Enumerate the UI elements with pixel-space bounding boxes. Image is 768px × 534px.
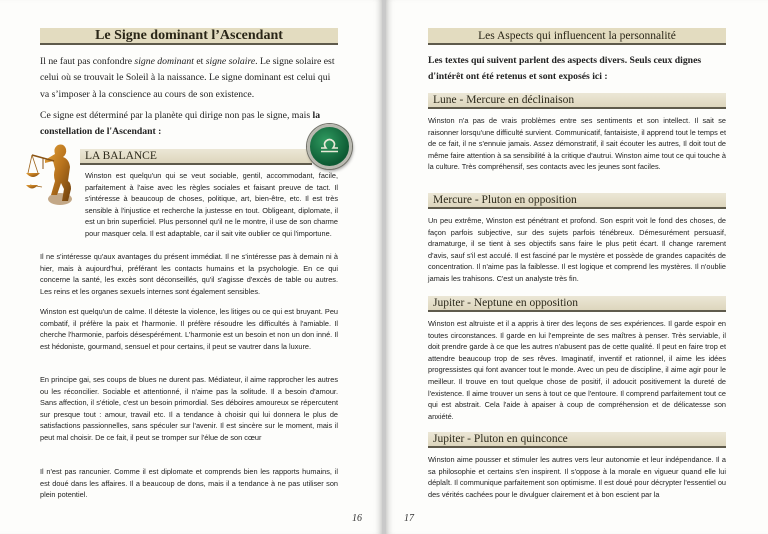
aspect-text-4: Winston aime pousser et stimuler les autres vers leur autonomie et leur indépendance. Il a sa philosophie et certains s'en inspirent. Il s'oppose à la morale en vigueur quand elle lui déplaît. Il communique parfaitement son optimisme. Il est doué pour décrypter l'essentiel ou des vérités cachées pour le divulguer clairement et à bon escient par la [428, 455, 726, 499]
aspect-heading-2: Mercure - Pluton en opposition [428, 193, 726, 209]
intro-paragraph-1 [40, 54, 340, 103]
intro-emphasis: la constellation de l'Ascendant : [40, 110, 321, 138]
aspect-text-3: Winston est altruiste et il a appris à tirer des leçons de ses expériences. Il garde espoir en toutes circonstances. Il garde en lui l'empreinte de ses maîtres à penser. Très serviable, il doit prendre garde à ce que les autres n'abusent pas de cette qualité. Il peut en faire trop et attendre beaucoup trop de ses rêves. Imaginatif, inventif et rationnel, il aime les idées progressistes qui font avancer tout le monde. Avec un peu de discipline, il aime agir pour le meilleur. Il trouve en tout quelque chose de positif, il adoucit positivement la dureté de l'existence. Il aime trouver un sens à tout ce que l'entoure. Il comprend parfaitement tout ce qui est abstrait. Cela l'aide à apaiser à coup de compréhension et de délicatesse son anxiété. [428, 319, 726, 421]
balance-paragraph-5: Il n'est pas rancunier. Comme il est diplomate et comprends bien les rapports humains, il est doué dans les affaires. Il a beaucoup de dons, mais il a tendance à ne pas utiliser son plein potentiel. [40, 467, 338, 500]
aspect-text-2: Un peu extrême, Winston est pénétrant et profond. Son esprit voit le fond des choses, de façon parfois subjective, sur des sujets parfois ténébreux. Démesurément persuasif, dramaturge, il se tient à ses objectifs sans faire le plus petit écart. Il change rarement d'avis, sauf s'il est acculé. Il est fasciné par le mystère et possède de grandes capacités de concentration. Il n'aime pas la faiblesse. Il est logique et comprend les mystères. Il n'oublie jamais les trahisons. C'est un analyste très fin. [428, 216, 726, 283]
balance-paragraph-3: Winston est quelqu'un de calme. Il déteste la violence, les litiges ou ce qui est bruyant. Peu combatif, il préfère la paix et l'harmonie. Il préfère résoudre les difficultés à l'amiable. Il cherche l'harmonie, parfois désespérément. L'harmonie est un besoin et non un don inné. Il est hédoniste, gourmand, sensuel et pour certains, il peut se vautrer dans la luxure. [40, 307, 338, 351]
left-page-number: 16 [352, 513, 362, 524]
aspect-text-1: Winston n'a pas de vrais problèmes entre ses sentiments et son intellect. Il sait se raisonner lorsqu'une difficulté survient. Communicatif, fantaisiste, il apprend tout le temps et de ce fait, il ne s'ennuie jamais. Assez démonstratif, il sait écouter les autres, Il doit tout de même faire attention à sa sensibilité à la critique d'autrui. Winston aime tout ce qui touche à la culture. Très compréhensif, ses contacts avec les jeunes sont faciles. [428, 116, 726, 172]
sign-heading: LA BALANCE [80, 149, 312, 165]
intro-emphasis: signe solaire [205, 56, 256, 67]
right-page-number: 17 [404, 513, 414, 524]
libra-seal [307, 124, 352, 169]
intro-text: Il ne faut pas confondre [40, 56, 135, 67]
right-page-title: Les Aspects qui influencent la personnalité [428, 28, 726, 45]
intro-text: Ce signe est déterminé par la planète qui dirige non pas le signe, mais [40, 110, 313, 121]
intro-text: . Le signe solaire est celui où se trouvait le Soleil à la naissance. Le signe dominant est celui qui va s’imposer à la conscience au cours de son existence. [40, 56, 335, 100]
balance-paragraph-1: Winston est quelqu'un qui se veut sociable, gentil, accommodant, facile, parfaitement à l'aise avec les règles sociales et faisant preuve de tact. Il s'intéresse à beaucoup de choses, politique, art, bien-être, etc. Il est très sensible à l'injustice et recherche la justesse en tout. Obligeant, diplomate, il est un brin superficiel. Plus personnel qu'il ne le montre, il use de son charme pour masquer cela. Il est adaptable, car il sait vite oublier ce qui l'importune. [85, 171, 338, 238]
intro-text: et [193, 56, 206, 67]
libra-figure-icon [24, 139, 84, 209]
aspect-heading-4: Jupiter - Pluton en quinconce [428, 432, 726, 448]
left-page-title: Le Signe dominant l’Ascendant [40, 28, 338, 45]
libra-glyph-icon [319, 137, 340, 153]
balance-paragraph-4: En principe gai, ses coups de blues ne durent pas. Médiateur, il aime rapprocher les autres ou les réconcilier. Sociable et attentionné, il n'aime pas la solitude. Il a besoin d'amour. Sans affection, il s'étiole, c'est un besoin primordial. Ses déboires amoureux se répercutent sur presque tout : amour, travail etc. Il a tendance à choisir qui lui donnera le plus de satisfactions passionnelles, sans spéculer sur l'avenir. Il est sincère sur le moment, mais il peut mal choisir. De ce fait, il peut se tromper sur l'élue de son cœur [40, 375, 338, 442]
aspect-heading-3: Jupiter - Neptune en opposition [428, 296, 726, 312]
intro-emphasis: signe dominant [134, 56, 194, 67]
aspects-intro: Les textes qui suivent parlent des aspects divers. Seuls ceux dignes d'intérêt ont été retenus et sont exposés ici : [428, 55, 702, 83]
balance-paragraph-2: Il ne s'intéresse qu'aux avantages du présent immédiat. Il ne s'intéresse pas à demain ni à hier, mais à aujourd'hui, préférant les contacts humains et la psychologie. En ce qui concerne la santé, les excès sont déconseillés, qu'il s'agisse d'excès de table ou autres. Les reins et les organes sexuels internes sont également sensibles. [40, 252, 338, 296]
intro-paragraph-2 [40, 108, 340, 141]
aspect-heading-1: Lune - Mercure en déclinaison [428, 93, 726, 109]
